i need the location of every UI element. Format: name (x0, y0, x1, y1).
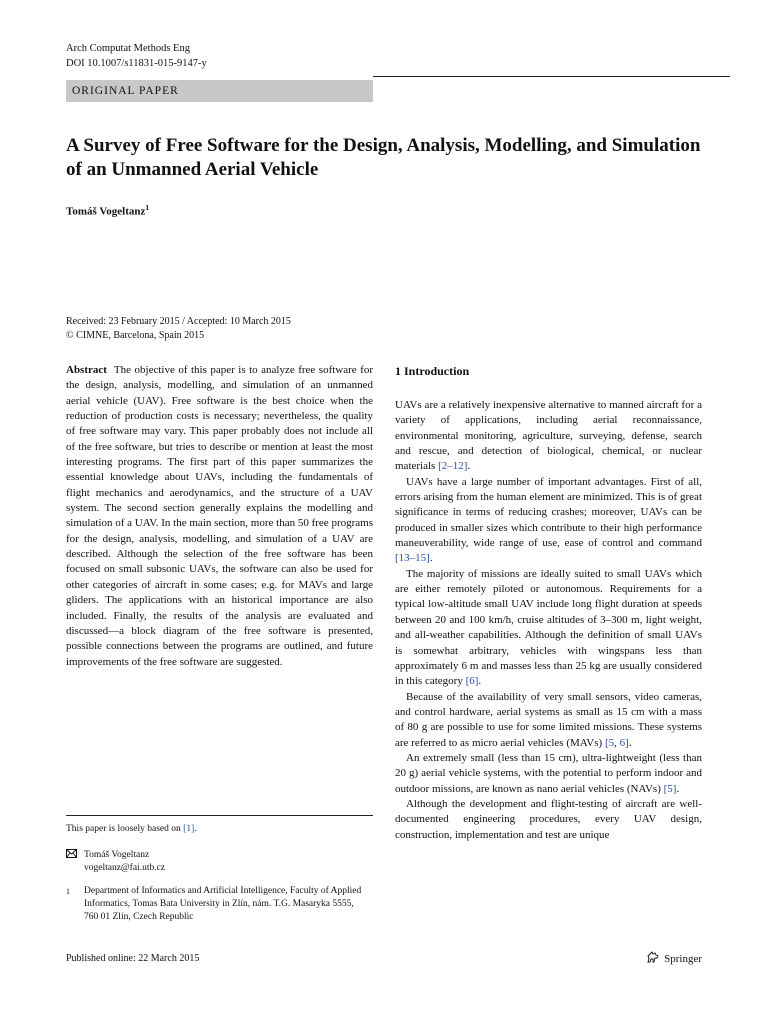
journal-header (66, 41, 207, 71)
paper-title: A Survey of Free Software for the Design, Analysis, Modelling, and Simulation of an Unmanned Aerial Vehicle (66, 135, 701, 180)
author-line (66, 203, 149, 218)
citation-link[interactable]: [2–12] (438, 460, 468, 473)
footnote-affiliation (66, 885, 373, 924)
contact-name: Tomáš Vogeltanz (84, 850, 150, 860)
springer-horse-icon (646, 951, 660, 966)
left-column (66, 363, 373, 670)
citation-link[interactable]: [1] (183, 824, 195, 834)
publisher-logo (646, 951, 702, 966)
intro-paragraph: Although the development and flight-testing of aircraft are well-documented engineering procedures, every UAV design, construction, implementation and test are unique (395, 797, 702, 841)
published-date: Published online: 22 March 2015 (66, 953, 200, 964)
intro-paragraph: UAVs have a large number of important advantages. First of all, errors arising from the human element are minimized. This is of great significance in terms of reducing crashes; moreover, UAVs can be produced in smaller sizes which contribute to their high performance maneuverability, wide range of use, ease of control and command [13–15]. (395, 475, 702, 565)
intro-paragraph: Because of the availability of very small sensors, video cameras, and control hardware, aerial systems as small as 15 cm with a mass of 80 g are possible to use for some limited missions. These systems are referred to as micro aerial vehicles (MAVs) [5, 6]. (395, 690, 702, 749)
intro-paragraph: An extremely small (less than 15 cm), ultra-lightweight (less than 20 g) aerial vehicle systems, with the potential to perform indoor and outdoor missions, are known as nano aerial vehicles (NAVs) [5]. (395, 751, 702, 795)
citation-link[interactable]: [5] (663, 782, 677, 795)
journal-name: Arch Computat Methods Eng (66, 43, 190, 54)
abstract-text: The objective of this paper is to analyze free software for the design, analysis, modelling, and simulation of an unmanned aerial vehicle (UAV). Free software is the best choice when the reduction of production costs is necessary; nevertheless, the quality of free software may vary. This paper probably does not include all of the free software, but tries to describe or mention at least the most interesting programs. The first part of this paper summarizes the essential knowledge about UAVs, including the fundamentals of flight mechanics and aerodynamics, and the structure of a UAV system. The second section generally explains the modelling and simulation of a UAV. In the main section, more than 50 free programs for the design, analysis, modelling, and simulation of a UAV are described. Although the selection of the free software has been focused on small subsonic UAVs, the software can also be used for other categories of aircraft in some cases; e.g. for MAVs and large gliders. The applications with an historical importance are also included. Finally, the results of the analysis are evaluated and discussed—a block diagram of the free software is presented, possible connections between the programs are outlined, and future improvements of the free software are suggested. (66, 364, 373, 668)
citation-link[interactable]: [5 (604, 736, 615, 749)
author-name[interactable]: Tomáš Vogeltanz (66, 205, 146, 218)
author-affiliation-mark: 1 (145, 203, 150, 212)
footnote-basis: This paper is loosely based on [1]. (66, 824, 197, 834)
doi-link[interactable]: DOI 10.1007/s11831-015-9147-y (66, 58, 207, 69)
citation-link[interactable]: [6] (465, 675, 479, 688)
footnote-rule (66, 815, 373, 816)
article-dates (66, 315, 291, 343)
envelope-icon (66, 849, 84, 863)
section-heading-introduction: 1 Introduction (395, 364, 470, 378)
article-type-banner: ORIGINAL PAPER (66, 80, 373, 102)
right-column (395, 363, 702, 843)
intro-paragraph: The majority of missions are ideally suited to small UAVs which are either remotely piloted or autonomous. Requirements for a typical low-altitude small UAV include long flight duration at speeds between 20 and 100 km/h, cruise altitudes of 3–300 m, light weight, and all-weather capabilities. Although the definition of small UAVs is somewhat arbitrary, vehicles with wingspans less than approximately 6 m and masses less than 25 kg are usually considered in this category [6]. (395, 567, 702, 688)
abstract-label: Abstract (66, 364, 107, 376)
contact-email[interactable]: vogeltanz@fai.utb.cz (84, 863, 166, 873)
citation-link[interactable]: [13–15] (395, 552, 430, 565)
copyright-line: © CIMNE, Barcelona, Spain 2015 (66, 330, 205, 341)
header-rule (373, 76, 730, 77)
footnote-contact (66, 849, 373, 875)
affiliation-text: Department of Informatics and Artificial Intelligence, Faculty of Applied Informatics, Tomas Bata University in Zlín, nám. T.G. Masaryka 5555, 760 01 Zlín, Czech Republic (84, 886, 362, 922)
received-accepted: Received: 23 February 2015 / Accepted: 10 March 2015 (66, 316, 291, 327)
publisher-name: Springer (664, 952, 702, 965)
abstract (66, 363, 373, 670)
intro-paragraph: UAVs are a relatively inexpensive alternative to manned aircraft for a variety of applications, including aerial reconnaissance, environmental monitoring, agriculture, surveying, defense, search and rescue, and detection of biological, chemical, or nuclear materials [2–12]. (395, 399, 702, 473)
affiliation-mark: 1 (66, 887, 70, 896)
citation-link[interactable]: 6] (619, 736, 629, 749)
